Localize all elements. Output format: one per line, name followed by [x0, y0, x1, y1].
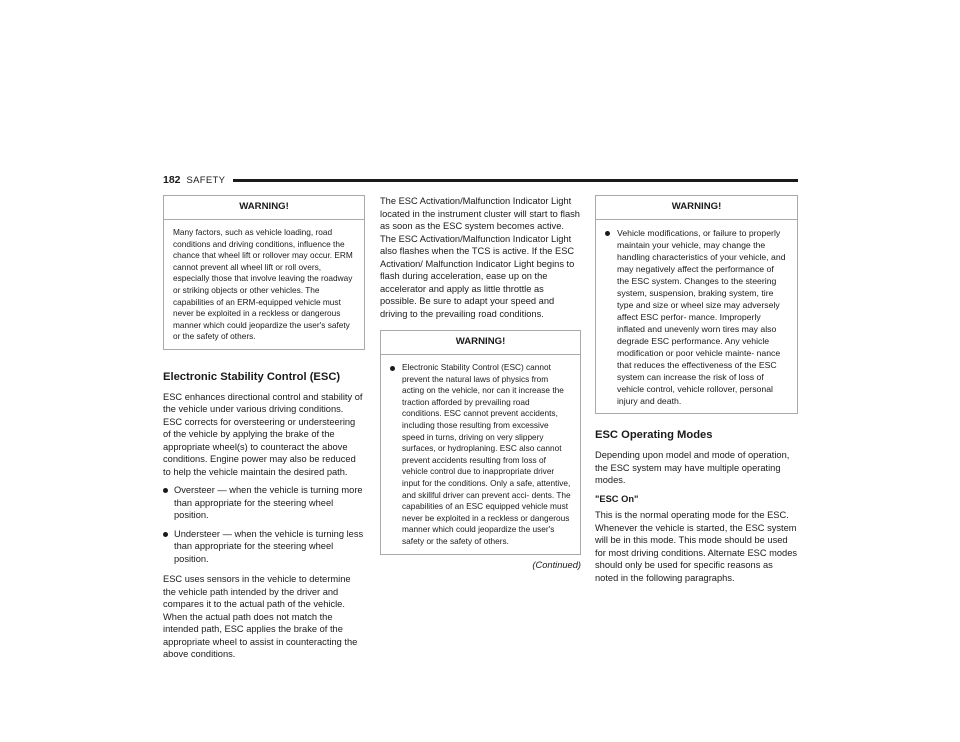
warning-title: WARNING! — [381, 331, 580, 355]
warning-body — [381, 355, 580, 554]
page-header — [163, 172, 798, 188]
column-2 — [380, 195, 581, 571]
warning-text: Vehicle modifications, or failure to properly maintain your vehicle, may change the handling characteristics of your vehicle, and may negatively affect the performance of the ESC system. Changes to the steering system, suspension, braking system, tire type and size or wheel size may adversely affect ESC perfor- mance. Improperly inflated and unevenly worn tires may also degrade ESC performance. Any vehicle modification or poor vehicle mainte- nance that reduces the effectiveness of the ESC system can increase the risk of loss of vehicle control, vehicle rollover, personal injury and death. — [617, 228, 786, 406]
list-item — [605, 227, 788, 407]
section-heading-esc-modes: ESC Operating Modes — [595, 429, 713, 441]
page-number: 182 — [163, 174, 181, 186]
warning-title: WARNING! — [596, 196, 797, 220]
bullet-text-oversteer: Oversteer — when the vehicle is turning more than appropriate for the steering wheel position. — [174, 485, 363, 521]
continued-label: (Continued) — [532, 559, 581, 570]
esc-on-paragraph: This is the normal operating mode for the ESC. Whenever the vehicle is started, the ESC system will be in this mode. This mode should be used for most driving conditions. Alternate ESC modes should only be used for specific reasons as noted in the following paragraphs. — [595, 510, 798, 583]
bullet-icon — [163, 532, 168, 537]
section-title: SAFETY — [186, 174, 226, 186]
bullet-icon — [390, 366, 395, 371]
warning-box-erm — [163, 195, 365, 350]
warning-text: Many factors, such as vehicle loading, road conditions and driving conditions, influence the chance that wheel lift or rollover may occur. ERM cannot prevent all wheel lift or roll overs, especially those that involve leaving the roadway or striking objects or other vehicles. The capabilities of an ERM-equipped vehicle must never be exploited in a reckless or dangerous manner which could jeopardize the user's safety or the safety of others. — [173, 227, 353, 342]
bullet-icon — [605, 231, 610, 236]
list-item — [163, 528, 365, 566]
indicator-light-paragraph: The ESC Activation/Malfunction Indicator Light located in the instrument cluster will start to flash as soon as the ESC system becomes active. The ESC Activation/Malfunction Indicator Light also flashes when the TCS is active. If the ESC Activation/ Malfunction Indicator Light begins to flash during acceleration, ease up on the accelerator and apply as little throttle as possible. Be sure to adapt your speed and driving to the prevailing road conditions. — [380, 196, 580, 319]
mode-title-esc-on: "ESC On" — [595, 493, 639, 504]
header-rule — [233, 179, 798, 182]
esc-intro-paragraph: ESC enhances directional control and stability of the vehicle under various driving conditions. ESC corrects for oversteering or understeering of the vehicle by applying the brake of the appropriate wheel(s) to counteract the above conditions. Engine power may also be reduced to help the vehicle maintain the desired path. — [163, 391, 363, 477]
column-1 — [163, 195, 365, 661]
warning-box-esc-physics — [380, 330, 581, 555]
warning-title: WARNING! — [164, 196, 364, 220]
bullet-icon — [163, 488, 168, 493]
column-3 — [595, 195, 798, 584]
warning-text: Electronic Stability Control (ESC) cannot prevent the natural laws of physics from acting on the vehicle, nor can it increase the traction afforded by prevailing road conditions. ESC cannot prevent accidents, including those resulting from excessive speed in turns, driving on very slippery surfaces, or hydroplaning. ESC also cannot prevent accidents resulting from loss of vehicle control due to inappropriate driver input for the conditions. Only a safe, attentive, and skillful driver can prevent acci- dents. The capabilities of an ESC equipped vehicle must never be exploited in a reckless or dangerous manner which could jeopardize the user's safety or the safety of others. — [402, 362, 571, 546]
bullet-text-understeer: Understeer — when the vehicle is turning less than appropriate for the steering wheel position. — [174, 528, 364, 564]
section-heading-esc: Electronic Stability Control (ESC) — [163, 370, 341, 383]
list-item — [163, 484, 365, 522]
list-item — [390, 362, 571, 548]
esc-modes-intro: Depending upon model and mode of operation, the ESC system may have multiple operating modes. — [595, 450, 790, 485]
esc-sensor-paragraph: ESC uses sensors in the vehicle to determine the vehicle path intended by the driver and compares it to the actual path of the vehicle. When the actual path does not match the intended path, ESC applies the brake of the appropriate wheel to assist in counteracting the above conditions. — [163, 574, 358, 660]
warning-box-modifications — [595, 195, 798, 414]
warning-body — [596, 220, 797, 413]
